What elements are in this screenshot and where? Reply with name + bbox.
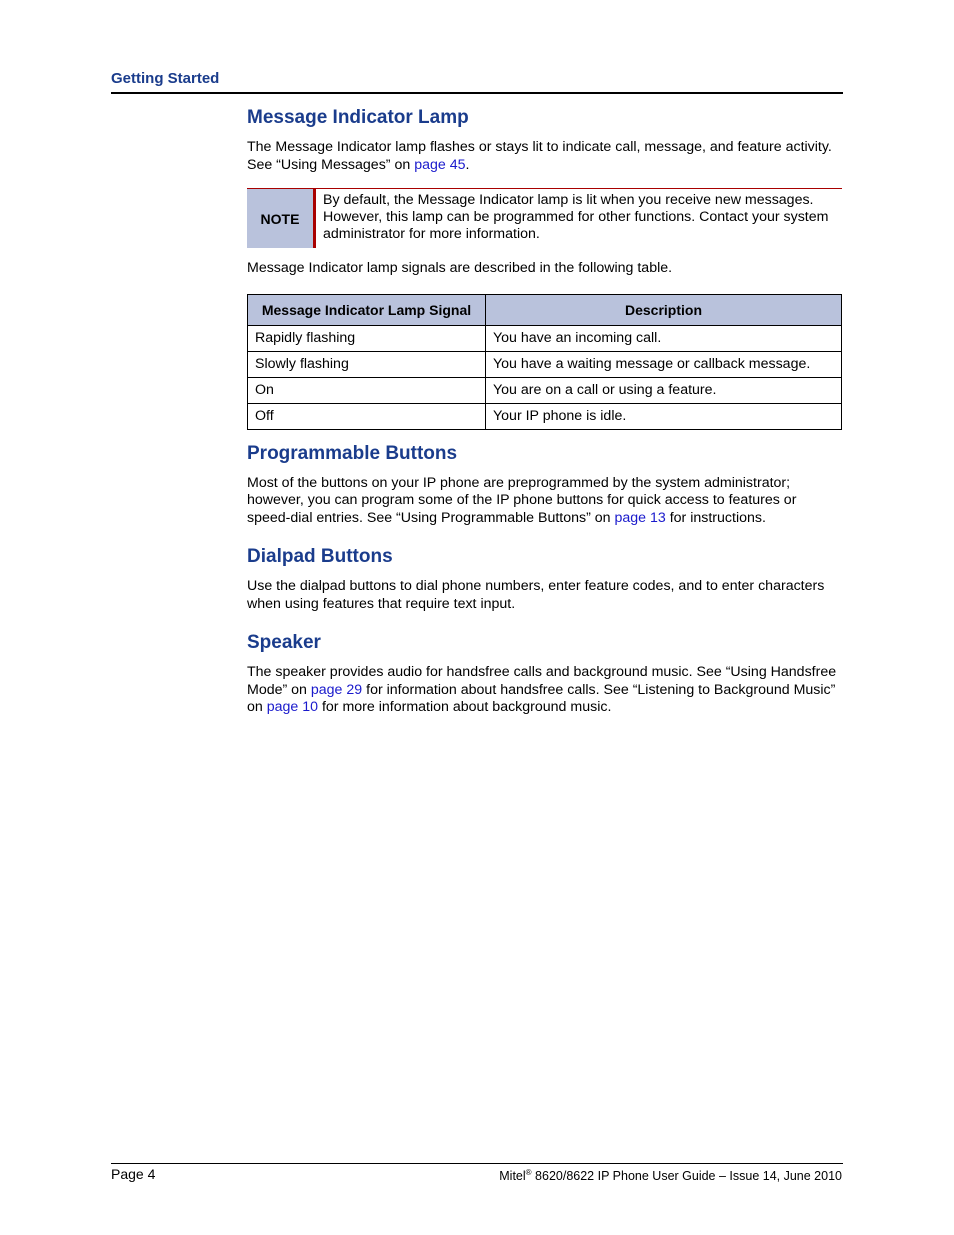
heading-dialpad-buttons: Dialpad Buttons [247, 546, 393, 567]
document-title [499, 1168, 842, 1183]
doc-title-text: 8620/8622 IP Phone User Guide – Issue 14, June 2010 [531, 1169, 842, 1184]
column-header-signal: Message Indicator Lamp Signal [248, 294, 486, 325]
page-content [247, 106, 842, 717]
note-label: NOTE [247, 189, 316, 248]
running-header: Getting Started [111, 70, 220, 87]
table-row [248, 403, 842, 429]
signal-cell: Rapidly flashing [248, 325, 486, 351]
heading-message-indicator-lamp: Message Indicator Lamp [247, 107, 469, 128]
link-page-45[interactable]: page 45 [414, 156, 466, 173]
programmable-paragraph [247, 475, 842, 528]
table-intro: Message Indicator lamp signals are described in the following table. [247, 260, 673, 276]
heading-programmable-buttons: Programmable Buttons [247, 442, 458, 464]
programmable-text: Most of the buttons on your IP phone are preprogrammed by the system administrator; however, you can program some of the IP phone buttons for quick access to features or speed-dial entries. See “Using Programmable Buttons” on [247, 474, 797, 526]
message-lamp-intro-end: . [465, 156, 470, 173]
link-page-10[interactable]: page 10 [266, 699, 319, 715]
page-number: Page 4 [111, 1166, 156, 1182]
footer-rule [111, 1163, 843, 1164]
table-row [248, 325, 842, 351]
note-text: By default, the Message Indicator lamp is lit when you receive new messages. However, this lamp can be programmed for other functions. Contact your system administrator for more information. [323, 192, 829, 242]
link-page-13[interactable]: page 13 [614, 509, 666, 526]
signal-cell: Slowly flashing [248, 351, 486, 377]
speaker-text-2: for information about handsfree calls. See “Listening to Background Music” on [247, 681, 836, 715]
description-cell: You are on a call or using a feature. [486, 377, 842, 403]
table-header-row [248, 294, 842, 325]
message-lamp-intro-text: The Message Indicator lamp flashes or stays lit to indicate call, message, and feature activity. See “Using Messages” on [247, 139, 832, 173]
signal-cell: On [248, 377, 486, 403]
lamp-signal-table [247, 294, 842, 430]
registered-mark: ® [525, 1168, 532, 1177]
table-row [248, 377, 842, 403]
message-lamp-intro [247, 139, 842, 174]
link-page-29[interactable]: page 29 [310, 681, 363, 698]
description-cell: You have a waiting message or callback message. [486, 351, 842, 377]
speaker-text-3: for more information about background music. [318, 699, 612, 715]
note-box [247, 188, 842, 248]
table-row [248, 351, 842, 377]
heading-speaker: Speaker [247, 632, 321, 653]
dialpad-paragraph: Use the dialpad buttons to dial phone numbers, enter feature codes, and to enter characters when using features that require text input. [247, 578, 825, 612]
description-cell: You have an incoming call. [486, 325, 842, 351]
column-header-description: Description [486, 294, 842, 325]
speaker-paragraph [247, 664, 842, 717]
speaker-text-1: The speaker provides audio for handsfree calls and background music. See “Using Handsfree Mode” on [247, 664, 837, 698]
signal-cell: Off [248, 403, 486, 429]
brand-name: Mitel [499, 1169, 526, 1184]
programmable-text-end: for instructions. [665, 509, 766, 526]
description-cell: Your IP phone is idle. [486, 403, 842, 429]
header-rule [111, 92, 843, 94]
